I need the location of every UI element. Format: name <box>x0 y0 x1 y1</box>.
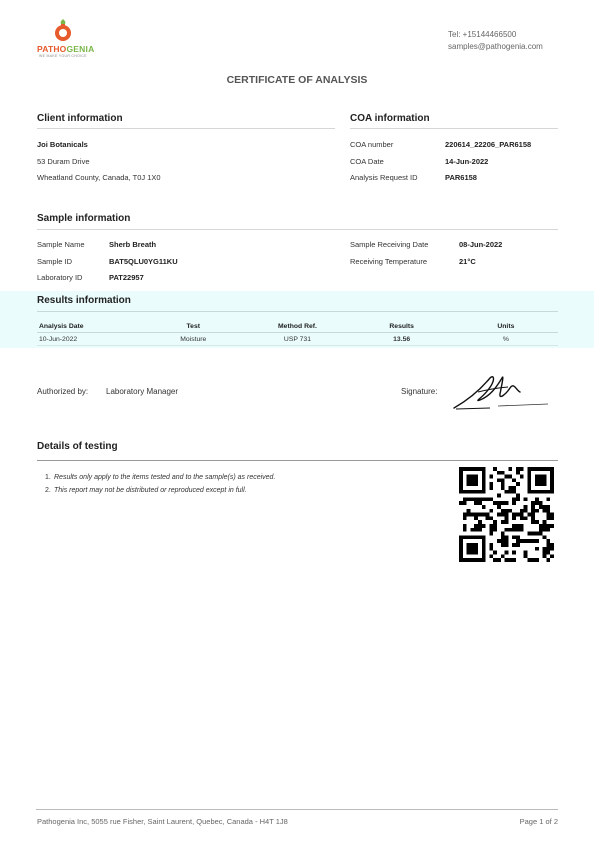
col-results: Results <box>350 320 454 333</box>
cell-results: 13.56 <box>350 333 454 346</box>
details-item-text: This report may not be distributed or reproduced except in full. <box>54 487 247 494</box>
col-test: Test <box>141 320 245 333</box>
col-units: Units <box>454 320 558 333</box>
sample-info-values <box>109 237 178 287</box>
cell-analysis-date: 10-Jun-2022 <box>37 333 141 346</box>
logo-name-part2: GENIA <box>66 44 95 54</box>
cell-test: Moisture <box>141 333 245 346</box>
receiving-temperature-label: Receiving Temperature <box>350 256 427 266</box>
client-info-heading: Client information <box>37 113 123 124</box>
pathogenia-logo-icon <box>52 18 74 42</box>
authorized-by-label: Authorized by: <box>37 387 89 396</box>
sample-info-rule <box>37 229 558 230</box>
laboratory-id-label: Laboratory ID <box>37 273 83 282</box>
coa-request-value: PAR6158 <box>445 173 477 182</box>
footer-rule <box>36 809 558 810</box>
coa-info-labels <box>350 137 418 187</box>
contact-info <box>448 29 558 53</box>
col-method-ref: Method Ref. <box>245 320 349 333</box>
company-logo-wordmark <box>37 44 94 54</box>
details-heading: Details of testing <box>37 441 118 452</box>
page-number: Page 1 of 2 <box>519 817 558 826</box>
results-table <box>37 320 558 346</box>
details-rule <box>37 460 558 461</box>
coa-info-values <box>445 137 531 187</box>
results-info-rule <box>37 311 558 312</box>
sample-name-value: Sherb Breath <box>109 240 157 249</box>
logo-name-part1: PATHO <box>37 44 67 54</box>
sample-receiving-values <box>459 237 502 270</box>
contact-phone: Tel: +15144466500 <box>448 30 517 39</box>
coa-date-value: 14-Jun-2022 <box>445 156 489 166</box>
footer-address: Pathogenia Inc, 5055 rue Fisher, Saint Laurent, Quebec, Canada - H4T 1J8 <box>37 817 288 826</box>
client-name: Joi Botanicals <box>37 140 88 149</box>
coa-info-heading: COA information <box>350 113 430 124</box>
details-list <box>45 471 275 497</box>
details-item-text: Results only apply to the items tested and to the sample(s) as received. <box>54 474 276 481</box>
signature-image <box>450 370 550 412</box>
document-title: CERTIFICATE OF ANALYSIS <box>226 74 368 86</box>
sample-info-labels <box>37 237 85 287</box>
coa-number-label: COA number <box>350 140 394 149</box>
client-address-line1: 53 Duram Drive <box>37 156 90 166</box>
cell-units: % <box>454 333 558 346</box>
coa-number-value: 220614_22206_PAR6158 <box>445 140 532 149</box>
laboratory-id-value: PAT22957 <box>109 273 144 282</box>
logo-tagline: WE MAKE YOUR CHOICE <box>39 54 87 58</box>
sample-name-label: Sample Name <box>37 240 85 249</box>
qr-code[interactable] <box>459 467 554 562</box>
coa-date-label: COA Date <box>350 156 384 166</box>
list-item: 1. Results only apply to the items tested and to the sample(s) as received. <box>45 474 276 481</box>
table-row <box>37 333 558 346</box>
coa-info-rule <box>350 128 558 129</box>
results-info-heading: Results information <box>37 295 131 306</box>
receiving-temperature-value: 21°C <box>459 256 476 266</box>
client-info-block <box>37 137 161 187</box>
receiving-date-value: 08-Jun-2022 <box>459 240 503 249</box>
authorized-by-value: Laboratory Manager <box>106 387 179 396</box>
signature-label: Signature: <box>401 387 438 396</box>
cell-method-ref: USP 731 <box>245 333 349 346</box>
receiving-date-label: Sample Receiving Date <box>350 240 429 249</box>
client-address-line2: Wheatland County, Canada, T0J 1X0 <box>37 173 161 182</box>
sample-info-heading: Sample information <box>37 213 131 224</box>
list-item: 2. This report may not be distributed or reproduced except in full. <box>45 487 247 494</box>
results-header-row <box>37 320 558 333</box>
contact-email[interactable]: samples@pathogenia.com <box>448 42 543 51</box>
client-info-rule <box>37 128 335 129</box>
sample-id-label: Sample ID <box>37 256 73 266</box>
sample-id-value: BAT5QLU0YG11KU <box>109 256 178 266</box>
coa-request-label: Analysis Request ID <box>350 173 418 182</box>
sample-receiving-labels <box>350 237 428 270</box>
col-analysis-date: Analysis Date <box>37 320 141 333</box>
